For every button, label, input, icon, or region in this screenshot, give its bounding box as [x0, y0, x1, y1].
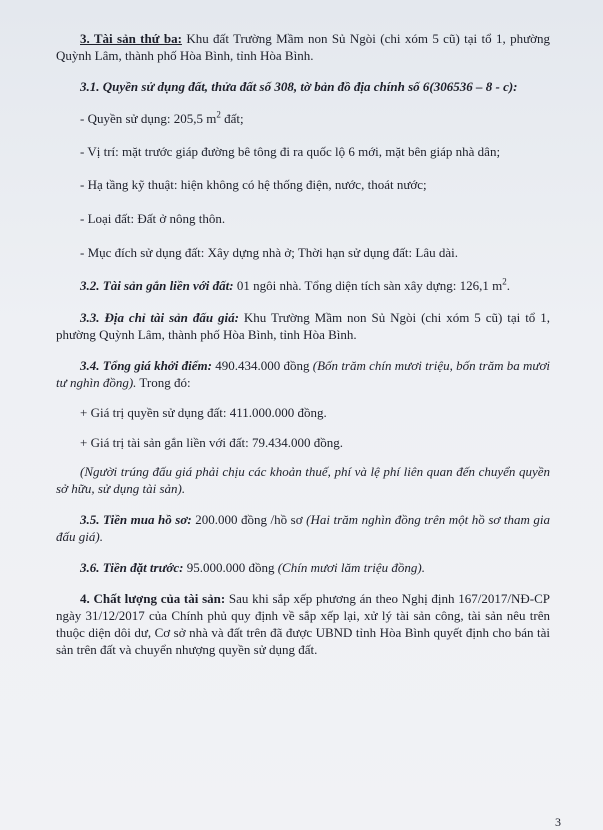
section-3-4-paragraph [56, 357, 550, 391]
section-3-paragraph [56, 30, 550, 64]
section-3-2-text: 01 ngôi nhà. Tổng diện tích sàn xây dựng: 126,1 m [233, 278, 503, 293]
section-3-3-heading: 3.3. Địa chỉ tài sản đấu giá: [80, 310, 239, 325]
section-4-text: Sau khi sắp xếp phương án theo Nghị định 167/2017/NĐ-CP ngày 31/12/2017 của Chính phủ quy định về sắp xếp lại, xử lý tài sản công, tài sản nêu trên thuộc diện dôi dư, Cơ sở nhà và đất trên đã được UBND tỉnh Hòa Bình quyết định cho bán tài sản trên đất và chuyển nhượng quyền sử dụng đất. [56, 591, 550, 657]
item-area-superscript: 2 [216, 109, 221, 120]
section-3-4-land-value: + Giá trị quyền sử dụng đất: 411.000.000 đồng. [80, 405, 327, 420]
section-4-heading: 4. Chất lượng của tài sản: [80, 591, 226, 606]
page-number: 3 [555, 815, 561, 829]
section-3-6-italic: (Chín mươi lăm triệu đồng). [277, 560, 425, 575]
section-3-6-text: 95.000.000 đồng [183, 560, 278, 575]
item-area-text: - Quyền sử dụng: 205,5 m [80, 111, 217, 126]
section-3-4-asset-value: + Giá trị tài sản gắn liền với đất: 79.434.000 đồng. [80, 435, 343, 450]
section-3-2-end: . [506, 278, 510, 293]
section-3-2-superscript: 2 [502, 276, 507, 287]
section-3-6-paragraph [56, 559, 550, 576]
section-3-4-heading: 3.4. Tổng giá khởi điểm: [80, 358, 212, 373]
section-3-2-heading: 3.2. Tài sản gắn liền với đất: [80, 278, 234, 293]
section-3-4-note: (Người trúng đấu giá phải chịu các khoản thuế, phí và lệ phí liên quan đến chuyển quyền sở hữu, sử dụng tài sản). [56, 464, 550, 496]
item-infrastructure: - Hạ tầng kỹ thuật: hiện không có hệ thống điện, nước, thoát nước; [80, 177, 427, 192]
item-location: - Vị trí: mặt trước giáp đường bê tông đi ra quốc lộ 6 mới, mặt bên giáp nhà dân; [80, 144, 501, 159]
section-3-5-heading: 3.5. Tiền mua hồ sơ: [80, 512, 192, 527]
section-3-text: Khu đất Trường Mầm non Sủ Ngòi (chi xóm 5 cũ) tại tổ 1, phường Quỳnh Lâm, thành phố Hòa Bình, tỉnh Hòa Bình. [56, 31, 550, 63]
item-land-type: - Loại đất: Đất ở nông thôn. [80, 211, 226, 226]
section-3-1-heading: 3.1. Quyền sử dụng đất, thửa đất số 308, tờ bản đồ địa chính số 6(306536 – 8 - c): [80, 79, 518, 94]
section-4-paragraph [56, 590, 550, 658]
section-3-3-paragraph [56, 309, 550, 343]
item-area [56, 110, 550, 127]
item-area-unit: đất; [220, 111, 244, 126]
section-3-4-italic: (Bốn trăm chín mươi triệu, bốn trăm ba mươi tư nghìn đồng). [56, 358, 551, 390]
section-3-5-paragraph [56, 511, 550, 545]
document-body [56, 30, 550, 658]
section-3-5-italic: (Hai trăm nghìn đồng trên một hồ sơ tham gia đấu giá). [56, 512, 551, 544]
section-3-6-heading: 3.6. Tiền đặt trước: [80, 560, 184, 575]
section-3-5-text: 200.000 đồng /hồ sơ [191, 512, 307, 527]
section-3-2-paragraph [56, 277, 550, 294]
item-purpose: - Mục đích sử dụng đất: Xây dựng nhà ở; Thời hạn sử dụng đất: Lâu dài. [80, 245, 459, 260]
section-3-3-text: Khu Trường Mầm non Sủ Ngòi (chi xóm 5 cũ) tại tổ 1, phường Quỳnh Lâm, thành phố Hòa Bình, tỉnh Hòa Bình. [56, 310, 550, 342]
section-3-4-tail: Trong đó: [136, 375, 191, 390]
section-3-4-text: 490.434.000 đồng [211, 358, 313, 373]
section-3-heading: 3. Tài sản thứ ba: [80, 31, 182, 46]
